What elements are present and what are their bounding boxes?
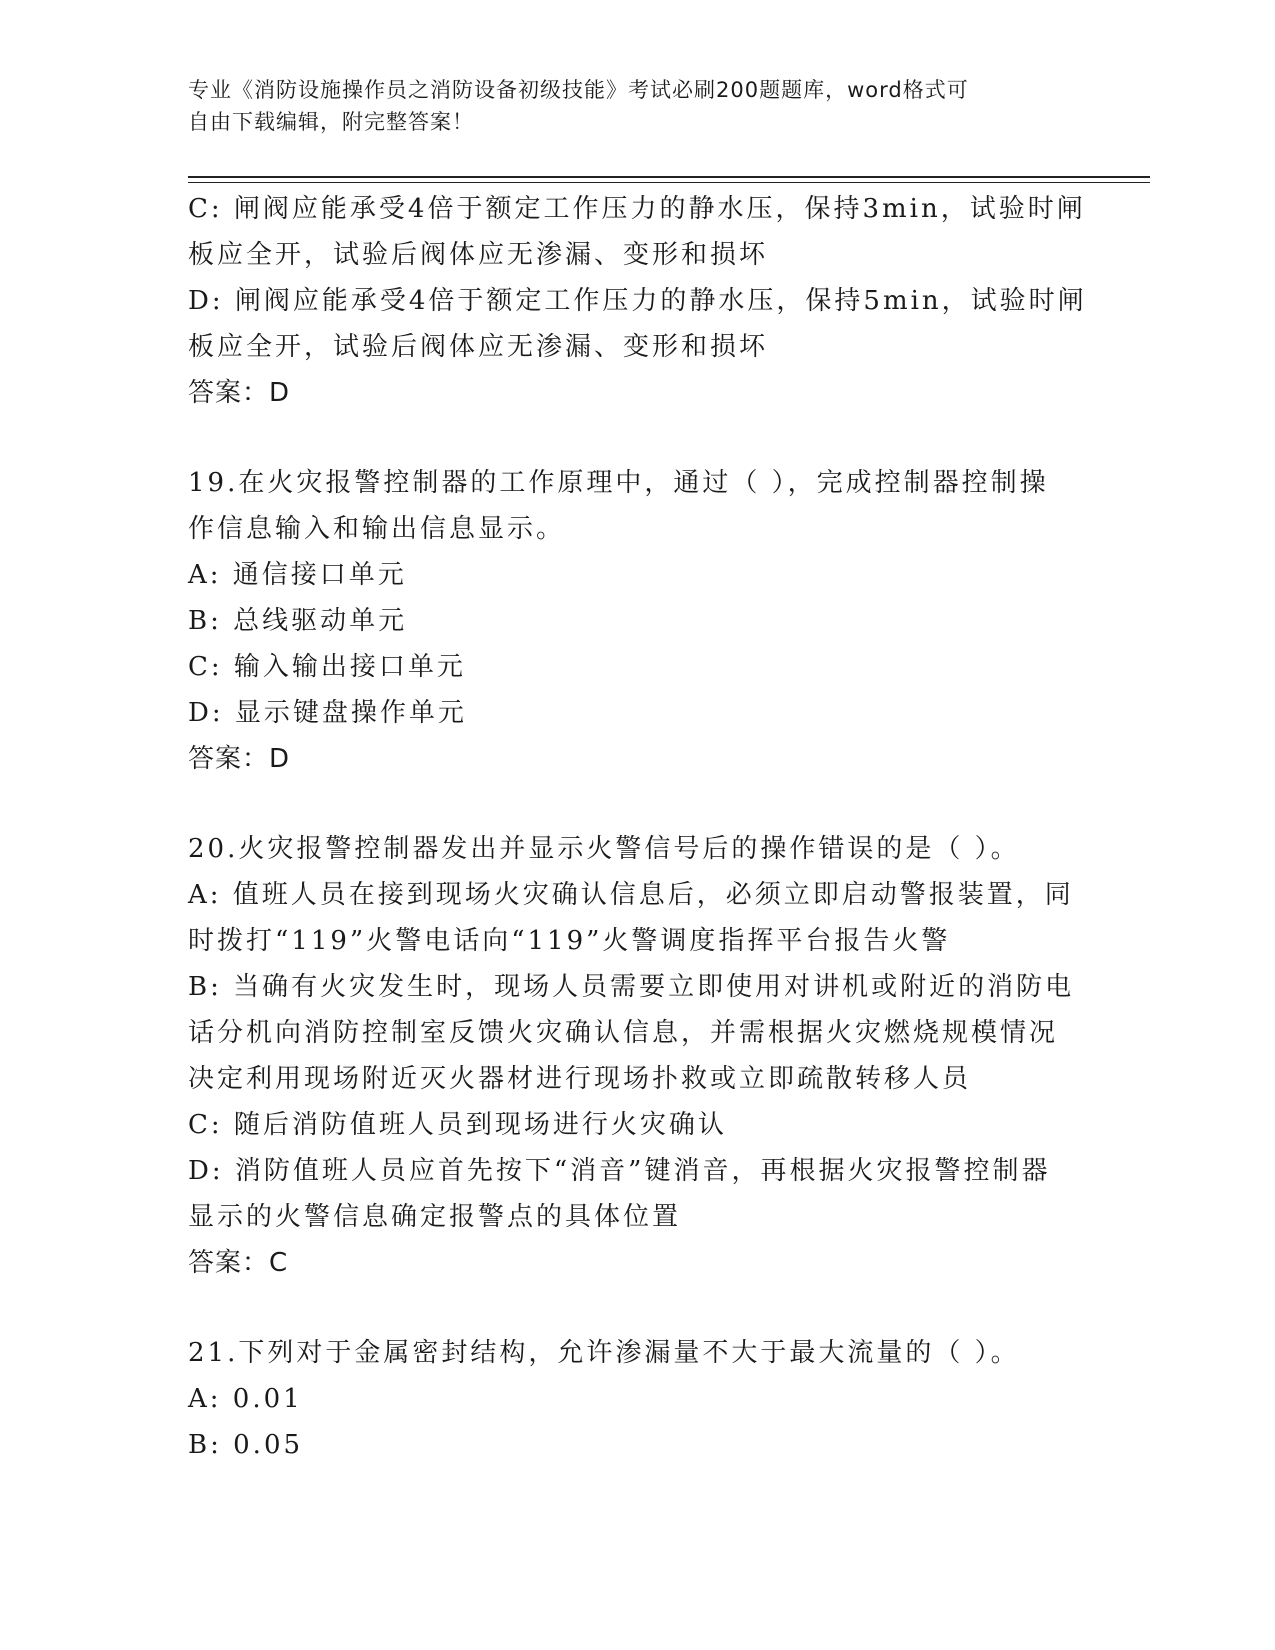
header-line-2: 自由下载编辑，附完整答案！: [188, 110, 474, 134]
question-21: [188, 1330, 1068, 1468]
spacer: [188, 416, 1068, 460]
question-19-option-c: C: 输入输出接口单元: [188, 652, 466, 682]
answer-19: 答案：D: [188, 744, 291, 774]
question-19-stem-1: 19.在火灾报警控制器的工作原理中，通过（ ），完成控制器控制操: [188, 468, 1049, 498]
question-20-option-b-line-1: B: 当确有火灾发生时，现场人员需要立即使用对讲机或附近的消防电: [188, 972, 1075, 1002]
question-19: [188, 460, 1068, 782]
question-21-option-a: A: 0.01: [188, 1384, 303, 1414]
question-20-option-d-line-2: 显示的火警信息确定报警点的具体位置: [188, 1202, 682, 1232]
option-c-line-2: 板应全开，试验后阀体应无渗漏、变形和损坏: [188, 240, 769, 270]
question-20-option-d-line-1: D: 消防值班人员应首先按下“消音”键消音，再根据火灾报警控制器: [188, 1156, 1051, 1186]
spacer: [188, 1286, 1068, 1330]
option-d-line-2: 板应全开，试验后阀体应无渗漏、变形和损坏: [188, 332, 769, 362]
option-d-line-1: D: 闸阀应能承受4倍于额定工作压力的静水压，保持5min，试验时闸: [188, 286, 1087, 316]
answer-20: 答案：C: [188, 1248, 289, 1278]
header-line-1: 专业《消防设施操作员之消防设备初级技能》考试必刷200题题库，word格式可: [188, 78, 969, 102]
question-20-option-b-line-3: 决定利用现场附近灭火器材进行现场扑救或立即疏散转移人员: [188, 1064, 972, 1094]
question-21-option-b: B: 0.05: [188, 1430, 304, 1460]
question-20-option-a-line-2: 时拨打“119”火警电话向“119”火警调度指挥平台报告火警: [188, 926, 951, 956]
question-20-option-c: C: 随后消防值班人员到现场进行火灾确认: [188, 1110, 727, 1140]
question-20: [188, 826, 1075, 1286]
document-body: [188, 186, 1087, 1468]
question-19-option-a: A: 通信接口单元: [188, 560, 407, 590]
spacer: [188, 782, 1068, 826]
question-21-stem: 21.下列对于金属密封结构，允许渗漏量不大于最大流量的（ ）。: [188, 1338, 1020, 1368]
question-19-option-b: B: 总线驱动单元: [188, 606, 408, 636]
question-20-stem: 20.火灾报警控制器发出并显示火警信号后的操作错误的是（ ）。: [188, 834, 1020, 864]
option-c-line-1: C: 闸阀应能承受4倍于额定工作压力的静水压，保持3min，试验时闸: [188, 194, 1086, 224]
question-18-continued: [188, 186, 1087, 416]
question-19-stem-2: 作信息输入和输出信息显示。: [188, 514, 566, 544]
question-20-option-b-line-2: 话分机向消防控制室反馈火灾确认信息，并需根据火灾燃烧规模情况: [188, 1018, 1059, 1048]
document-header: [188, 74, 1068, 138]
header-rule-thin: [188, 182, 1150, 183]
question-19-option-d: D: 显示键盘操作单元: [188, 698, 467, 728]
answer-18: 答案：D: [188, 378, 291, 408]
header-rule-thick: [188, 176, 1150, 178]
question-20-option-a-line-1: A: 值班人员在接到现场火灾确认信息后，必须立即启动警报装置，同: [188, 880, 1074, 910]
